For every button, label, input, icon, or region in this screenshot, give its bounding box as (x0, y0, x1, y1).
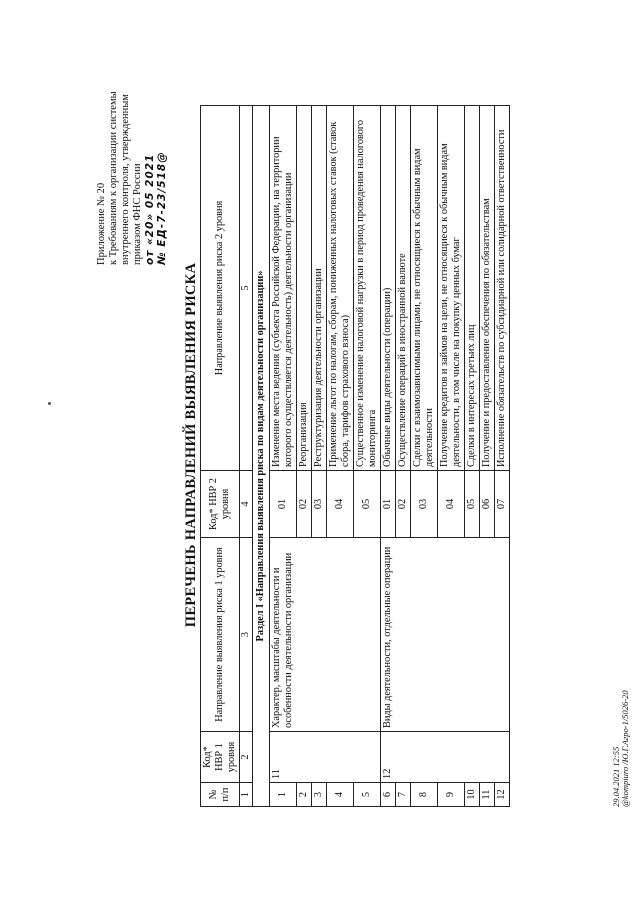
dir1-cell: Виды деятельности, отдельные операции (381, 538, 510, 732)
row-number: 12 (495, 783, 510, 807)
dir2-cell: Существенное изменение налоговой нагрузки в период проведения налогового мониторинга (354, 106, 381, 471)
col-number: 4 (240, 471, 253, 538)
col-number: 2 (240, 732, 253, 783)
table-row (381, 106, 396, 807)
header-dir1: Направление выявления риска 1 уровня (201, 538, 240, 732)
dir2-cell: Осуществление операций в иностранной валюте (396, 106, 411, 471)
code2-cell: 06 (480, 471, 495, 538)
code2-cell: 03 (411, 471, 438, 538)
dir2-cell: Реорганизация (297, 106, 312, 471)
code2-cell: 05 (354, 471, 381, 538)
row-number: 7 (396, 783, 411, 807)
row-number: 1 (270, 783, 297, 807)
appendix-date: от «20» 05 2021 (144, 153, 156, 265)
row-number: 5 (354, 783, 381, 807)
appendix-ref-line: внутреннего контроля, утвержденным (120, 94, 131, 265)
row-number: 6 (381, 783, 396, 807)
dir2-cell: Сделки в интересах третьих лиц (465, 106, 480, 471)
dir2-cell: Получение и предоставление обеспечения по обязательствам (480, 106, 495, 471)
scan-speck (48, 402, 51, 405)
code2-cell: 05 (465, 471, 480, 538)
dir2-cell: Обычные виды деятельности (операции) (381, 106, 396, 471)
code2-cell: 04 (327, 471, 354, 538)
dir1-cell: Характер, масштабы деятельности и особенности деятельности организации (270, 538, 381, 732)
appendix-number: Приложение № 20 (96, 182, 107, 265)
dir2-cell: Исполнение обязательств по субсидиарной или солидарной ответственности (495, 106, 510, 471)
code2-cell: 04 (438, 471, 465, 538)
col-number: 5 (240, 106, 253, 471)
row-number: 10 (465, 783, 480, 807)
col-number: 3 (240, 538, 253, 732)
row-number: 3 (312, 783, 327, 807)
dir2-cell: Сделки с взаимозависимыми лицами, не относящиеся к обычным видам деятельности (411, 106, 438, 471)
code1-cell: 11 (270, 732, 381, 783)
section-row (253, 106, 270, 807)
code1-cell: 12 (381, 732, 510, 783)
table-row (270, 106, 297, 807)
dir2-cell: Реструктуризация деятельности организации (312, 106, 327, 471)
dir2-cell: Изменение места ведения (субъекта Российской Федерации, на территории которого осуществляется деятельность) деятельности организации (270, 106, 297, 471)
footer-reference: @kompiuro /Ю.Г.Агро-1/5026-20 (620, 690, 630, 807)
row-number: 2 (297, 783, 312, 807)
footer-date: 29.04.2021 12:55 (611, 746, 621, 807)
column-number-row (240, 106, 253, 807)
section-title: Раздел I «Направления выявления риска по видам деятельности организации» (253, 106, 270, 807)
code2-cell: 02 (297, 471, 312, 538)
dir2-cell: Применение льгот по налогам, сборам, пониженных налоговых ставок (ставок сбора, тарифов страхового взноса) (327, 106, 354, 471)
code2-cell: 07 (495, 471, 510, 538)
code2-cell: 03 (312, 471, 327, 538)
col-number: 1 (240, 783, 253, 807)
row-number: 9 (438, 783, 465, 807)
appendix-ref-line: к Требованиям к организации системы (108, 91, 119, 265)
appendix-ref-line: приказом ФНС России (132, 163, 143, 265)
code2-cell: 01 (381, 471, 396, 538)
row-number: 11 (480, 783, 495, 807)
header-dir2: Направление выявления риска 2 уровня (201, 106, 240, 471)
appendix-header (96, 25, 168, 265)
row-number: 8 (411, 783, 438, 807)
code2-cell: 02 (396, 471, 411, 538)
appendix-order-number: № ЕД-7-23/518@ (156, 151, 168, 265)
footer-stamp (612, 690, 630, 807)
row-number: 4 (327, 783, 354, 807)
code2-cell: 01 (270, 471, 297, 538)
page-title: ПЕРЕЧЕНЬ НАПРАВЛЕНИЙ ВЫЯВЛЕНИЯ РИСКА (183, 262, 199, 628)
header-num: № п/п (201, 783, 240, 807)
header-code1: Код* НВР 1 уровня (201, 732, 240, 783)
risk-directions-table (200, 105, 510, 807)
dir2-cell: Получение кредитов и займов на цели, не относящиеся к обычным видам деятельности, в том числе на покупку ценных бумаг (438, 106, 465, 471)
header-code2: Код* НВР 2 уровня (201, 471, 240, 538)
table-header-row (201, 106, 240, 807)
